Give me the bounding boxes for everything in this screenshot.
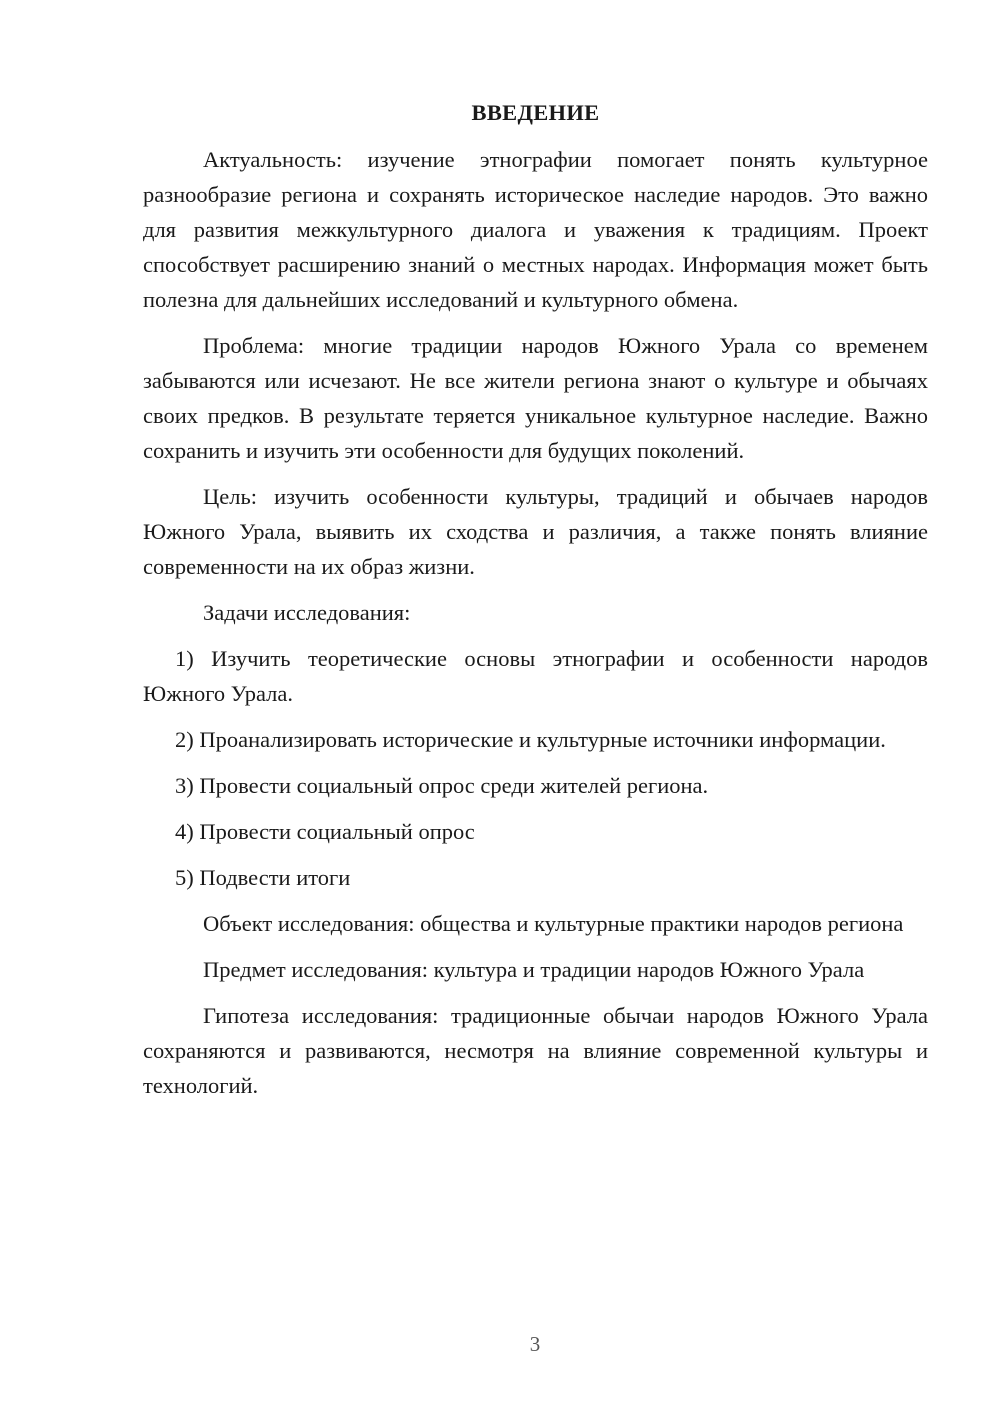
page-number: 3: [529, 1332, 541, 1356]
task-item-5: 5) Подвести итоги: [175, 865, 351, 890]
actuality-paragraph: Актуальность: изучение этнографии помогает понять культурное разнообразие региона и сохранять историческое наследие народов. Это важно для развития межкультурного диалога и уважения к традициям. Проект способствует расширению знаний о местных народах. Информация может быть полезна для дальнейших исследований и культурного обмена.: [143, 147, 928, 312]
task-item-2: 2) Проанализировать исторические и культурные источники информации.: [175, 727, 886, 752]
subject-paragraph: Предмет исследования: культура и традиции народов Южного Урала: [203, 957, 865, 982]
task-item-1: 1) Изучить теоретические основы этнографии и особенности народов Южного Урала.: [143, 646, 928, 706]
page-title: ВВЕДЕНИЕ: [471, 100, 600, 125]
task-item-4: 4) Провести социальный опрос: [175, 819, 475, 844]
hypothesis-paragraph: Гипотеза исследования: традиционные обычаи народов Южного Урала сохраняются и развиваются, несмотря на влияние современной культуры и технологий.: [143, 1003, 928, 1098]
problem-paragraph: Проблема: многие традиции народов Южного Урала со временем забываются или исчезают. Не все жители региона знают о культуре и обычаях своих предков. В результате теряется уникальное культурное наследие. Важно сохранить и изучить эти особенности для будущих поколений.: [143, 333, 928, 463]
task-item-3: 3) Провести социальный опрос среди жителей региона.: [175, 773, 709, 798]
tasks-heading: Задачи исследования:: [203, 600, 411, 625]
goal-paragraph: Цель: изучить особенности культуры, традиций и обычаев народов Южного Урала, выявить их сходства и различия, а также понять влияние современности на их образ жизни.: [143, 484, 928, 579]
document-page: [143, 95, 928, 1114]
object-paragraph: Объект исследования: общества и культурные практики народов региона: [203, 911, 904, 936]
